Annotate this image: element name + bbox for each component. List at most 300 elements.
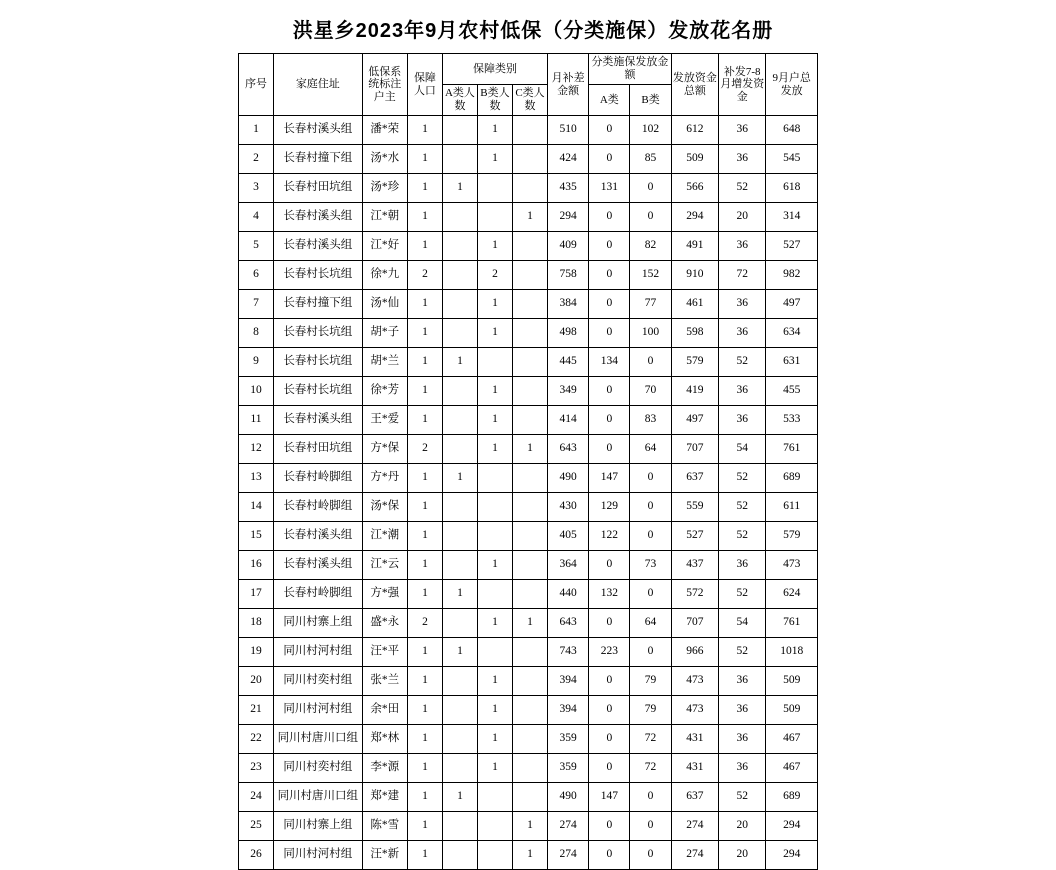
cell-amount-b: 0 bbox=[630, 638, 671, 667]
cell-seq: 2 bbox=[239, 145, 274, 174]
cell-grand-total: 624 bbox=[766, 580, 818, 609]
cell-cat-a bbox=[442, 551, 477, 580]
cell-address: 长春村长坑组 bbox=[274, 348, 363, 377]
cell-cat-a: 1 bbox=[442, 464, 477, 493]
cell-extra-78: 52 bbox=[719, 638, 766, 667]
cell-population: 1 bbox=[407, 667, 442, 696]
cell-cat-c bbox=[512, 377, 547, 406]
cell-amount-a: 0 bbox=[589, 812, 630, 841]
cell-grand-total: 294 bbox=[766, 812, 818, 841]
cell-population: 1 bbox=[407, 145, 442, 174]
cell-total-amount: 491 bbox=[671, 232, 718, 261]
cell-cat-b: 1 bbox=[477, 435, 512, 464]
cell-seq: 21 bbox=[239, 696, 274, 725]
table-row bbox=[239, 696, 818, 725]
cell-total-amount: 637 bbox=[671, 464, 718, 493]
cell-amount-a: 0 bbox=[589, 116, 630, 145]
cell-grand-total: 467 bbox=[766, 754, 818, 783]
cell-cat-a bbox=[442, 319, 477, 348]
cell-extra-78: 36 bbox=[719, 667, 766, 696]
col-header-extra-78: 补发7-8月增发资金 bbox=[719, 54, 766, 116]
cell-total-amount: 637 bbox=[671, 783, 718, 812]
cell-cat-b: 1 bbox=[477, 754, 512, 783]
cell-extra-78: 36 bbox=[719, 754, 766, 783]
cell-grand-total: 631 bbox=[766, 348, 818, 377]
cell-cat-a bbox=[442, 667, 477, 696]
cell-amount-a: 0 bbox=[589, 551, 630, 580]
cell-amount-a: 132 bbox=[589, 580, 630, 609]
cell-cat-b: 1 bbox=[477, 290, 512, 319]
table-row bbox=[239, 348, 818, 377]
cell-address: 同川村寨上组 bbox=[274, 609, 363, 638]
cell-address: 长春村岭脚组 bbox=[274, 580, 363, 609]
cell-cat-a: 1 bbox=[442, 580, 477, 609]
cell-grand-total: 509 bbox=[766, 667, 818, 696]
cell-amount-a: 0 bbox=[589, 261, 630, 290]
table-row bbox=[239, 464, 818, 493]
cell-grand-total: 314 bbox=[766, 203, 818, 232]
cell-cat-c bbox=[512, 522, 547, 551]
cell-cat-a bbox=[442, 696, 477, 725]
cell-amount-a: 0 bbox=[589, 435, 630, 464]
cell-seq: 12 bbox=[239, 435, 274, 464]
cell-address: 长春村溪头组 bbox=[274, 116, 363, 145]
cell-amount-b: 0 bbox=[630, 580, 671, 609]
cell-cat-c: 1 bbox=[512, 812, 547, 841]
cell-month-diff: 359 bbox=[548, 725, 589, 754]
cell-cat-b bbox=[477, 783, 512, 812]
cell-month-diff: 414 bbox=[548, 406, 589, 435]
cell-total-amount: 497 bbox=[671, 406, 718, 435]
cell-host: 胡*子 bbox=[362, 319, 407, 348]
cell-extra-78: 52 bbox=[719, 783, 766, 812]
cell-address: 同川村寨上组 bbox=[274, 812, 363, 841]
table-row bbox=[239, 232, 818, 261]
cell-host: 张*兰 bbox=[362, 667, 407, 696]
cell-month-diff: 424 bbox=[548, 145, 589, 174]
cell-seq: 13 bbox=[239, 464, 274, 493]
cell-amount-b: 100 bbox=[630, 319, 671, 348]
cell-cat-b bbox=[477, 464, 512, 493]
cell-month-diff: 498 bbox=[548, 319, 589, 348]
cell-amount-b: 70 bbox=[630, 377, 671, 406]
cell-total-amount: 274 bbox=[671, 841, 718, 870]
cell-month-diff: 394 bbox=[548, 696, 589, 725]
cell-host: 方*保 bbox=[362, 435, 407, 464]
cell-seq: 15 bbox=[239, 522, 274, 551]
cell-month-diff: 274 bbox=[548, 812, 589, 841]
cell-address: 长春村田坑组 bbox=[274, 435, 363, 464]
cell-host: 潘*荣 bbox=[362, 116, 407, 145]
page-title: 洪星乡2023年9月农村低保（分类施保）发放花名册 bbox=[292, 20, 774, 42]
cell-population: 1 bbox=[407, 116, 442, 145]
cell-population: 1 bbox=[407, 696, 442, 725]
cell-cat-b: 1 bbox=[477, 232, 512, 261]
cell-address: 同川村唐川口组 bbox=[274, 725, 363, 754]
cell-cat-a bbox=[442, 435, 477, 464]
cell-extra-78: 54 bbox=[719, 435, 766, 464]
cell-cat-a bbox=[442, 841, 477, 870]
cell-cat-a bbox=[442, 406, 477, 435]
cell-host: 汤*珍 bbox=[362, 174, 407, 203]
cell-amount-a: 0 bbox=[589, 145, 630, 174]
cell-grand-total: 648 bbox=[766, 116, 818, 145]
cell-month-diff: 294 bbox=[548, 203, 589, 232]
cell-cat-b: 1 bbox=[477, 609, 512, 638]
cell-host: 盛*永 bbox=[362, 609, 407, 638]
cell-cat-c: 1 bbox=[512, 203, 547, 232]
cell-extra-78: 36 bbox=[719, 116, 766, 145]
cell-population: 1 bbox=[407, 319, 442, 348]
cell-cat-b: 1 bbox=[477, 319, 512, 348]
cell-cat-c: 1 bbox=[512, 841, 547, 870]
cell-month-diff: 440 bbox=[548, 580, 589, 609]
cell-amount-b: 0 bbox=[630, 493, 671, 522]
cell-population: 1 bbox=[407, 406, 442, 435]
cell-total-amount: 473 bbox=[671, 667, 718, 696]
cell-grand-total: 497 bbox=[766, 290, 818, 319]
col-header-seq: 序号 bbox=[239, 54, 274, 116]
col-header-total-amount: 发放资金总额 bbox=[671, 54, 718, 116]
cell-cat-a bbox=[442, 232, 477, 261]
cell-grand-total: 761 bbox=[766, 435, 818, 464]
cell-population: 2 bbox=[407, 609, 442, 638]
cell-extra-78: 52 bbox=[719, 174, 766, 203]
cell-amount-a: 0 bbox=[589, 667, 630, 696]
table-row bbox=[239, 319, 818, 348]
table-row bbox=[239, 116, 818, 145]
cell-grand-total: 634 bbox=[766, 319, 818, 348]
table-row bbox=[239, 754, 818, 783]
cell-seq: 10 bbox=[239, 377, 274, 406]
cell-address: 同川村河村组 bbox=[274, 638, 363, 667]
cell-total-amount: 966 bbox=[671, 638, 718, 667]
col-header-cat-c: C类人数 bbox=[512, 85, 547, 116]
cell-grand-total: 467 bbox=[766, 725, 818, 754]
cell-grand-total: 618 bbox=[766, 174, 818, 203]
cell-cat-c bbox=[512, 754, 547, 783]
cell-amount-a: 147 bbox=[589, 783, 630, 812]
cell-extra-78: 54 bbox=[719, 609, 766, 638]
cell-cat-c bbox=[512, 406, 547, 435]
cell-month-diff: 409 bbox=[548, 232, 589, 261]
cell-cat-a bbox=[442, 290, 477, 319]
cell-extra-78: 20 bbox=[719, 203, 766, 232]
cell-amount-b: 0 bbox=[630, 812, 671, 841]
cell-address: 同川村唐川口组 bbox=[274, 783, 363, 812]
cell-seq: 3 bbox=[239, 174, 274, 203]
cell-population: 1 bbox=[407, 783, 442, 812]
cell-cat-a bbox=[442, 754, 477, 783]
cell-host: 江*潮 bbox=[362, 522, 407, 551]
cell-cat-c: 1 bbox=[512, 609, 547, 638]
cell-population: 1 bbox=[407, 725, 442, 754]
cell-extra-78: 52 bbox=[719, 348, 766, 377]
cell-amount-b: 102 bbox=[630, 116, 671, 145]
cell-total-amount: 910 bbox=[671, 261, 718, 290]
cell-cat-b bbox=[477, 203, 512, 232]
cell-month-diff: 359 bbox=[548, 754, 589, 783]
cell-amount-b: 72 bbox=[630, 754, 671, 783]
table-row bbox=[239, 725, 818, 754]
table-row bbox=[239, 841, 818, 870]
cell-cat-a bbox=[442, 261, 477, 290]
cell-host: 李*源 bbox=[362, 754, 407, 783]
cell-seq: 11 bbox=[239, 406, 274, 435]
cell-grand-total: 473 bbox=[766, 551, 818, 580]
cell-host: 汤*保 bbox=[362, 493, 407, 522]
cell-cat-a: 1 bbox=[442, 783, 477, 812]
cell-amount-a: 0 bbox=[589, 841, 630, 870]
cell-cat-a bbox=[442, 522, 477, 551]
cell-extra-78: 52 bbox=[719, 522, 766, 551]
cell-amount-a: 0 bbox=[589, 406, 630, 435]
cell-seq: 20 bbox=[239, 667, 274, 696]
cell-host: 江*好 bbox=[362, 232, 407, 261]
cell-address: 长春村长坑组 bbox=[274, 261, 363, 290]
cell-grand-total: 455 bbox=[766, 377, 818, 406]
table-row bbox=[239, 522, 818, 551]
cell-cat-a bbox=[442, 116, 477, 145]
cell-cat-c bbox=[512, 261, 547, 290]
cell-grand-total: 689 bbox=[766, 464, 818, 493]
cell-host: 徐*九 bbox=[362, 261, 407, 290]
cell-total-amount: 559 bbox=[671, 493, 718, 522]
cell-cat-b bbox=[477, 580, 512, 609]
cell-seq: 7 bbox=[239, 290, 274, 319]
cell-host: 汤*水 bbox=[362, 145, 407, 174]
cell-population: 2 bbox=[407, 435, 442, 464]
cell-cat-c bbox=[512, 145, 547, 174]
cell-host: 郑*林 bbox=[362, 725, 407, 754]
cell-cat-c bbox=[512, 464, 547, 493]
cell-host: 方*强 bbox=[362, 580, 407, 609]
col-header-classified-group: 分类施保发放金额 bbox=[589, 54, 671, 85]
cell-total-amount: 707 bbox=[671, 435, 718, 464]
cell-cat-c bbox=[512, 667, 547, 696]
table-row bbox=[239, 406, 818, 435]
cell-cat-b bbox=[477, 638, 512, 667]
cell-extra-78: 36 bbox=[719, 232, 766, 261]
table-row bbox=[239, 609, 818, 638]
cell-cat-c bbox=[512, 580, 547, 609]
cell-address: 同川村奕村组 bbox=[274, 667, 363, 696]
cell-grand-total: 1018 bbox=[766, 638, 818, 667]
cell-grand-total: 579 bbox=[766, 522, 818, 551]
table-row bbox=[239, 493, 818, 522]
cell-population: 1 bbox=[407, 841, 442, 870]
cell-extra-78: 72 bbox=[719, 261, 766, 290]
cell-month-diff: 643 bbox=[548, 609, 589, 638]
cell-extra-78: 52 bbox=[719, 493, 766, 522]
cell-amount-b: 82 bbox=[630, 232, 671, 261]
cell-total-amount: 579 bbox=[671, 348, 718, 377]
cell-population: 1 bbox=[407, 174, 442, 203]
cell-address: 同川村河村组 bbox=[274, 841, 363, 870]
cell-cat-c bbox=[512, 783, 547, 812]
table-row bbox=[239, 174, 818, 203]
col-header-amount-a: A类 bbox=[589, 85, 630, 116]
cell-extra-78: 36 bbox=[719, 551, 766, 580]
cell-extra-78: 36 bbox=[719, 145, 766, 174]
cell-population: 1 bbox=[407, 203, 442, 232]
cell-month-diff: 405 bbox=[548, 522, 589, 551]
table-header bbox=[239, 54, 818, 116]
cell-seq: 17 bbox=[239, 580, 274, 609]
cell-total-amount: 419 bbox=[671, 377, 718, 406]
cell-cat-a bbox=[442, 377, 477, 406]
cell-cat-c bbox=[512, 348, 547, 377]
col-header-cat-b: B类人数 bbox=[477, 85, 512, 116]
cell-amount-a: 0 bbox=[589, 725, 630, 754]
cell-address: 长春村田坑组 bbox=[274, 174, 363, 203]
cell-population: 1 bbox=[407, 348, 442, 377]
cell-seq: 19 bbox=[239, 638, 274, 667]
cell-address: 同川村河村组 bbox=[274, 696, 363, 725]
cell-total-amount: 431 bbox=[671, 754, 718, 783]
cell-address: 长春村溪头组 bbox=[274, 203, 363, 232]
cell-address: 长春村长坑组 bbox=[274, 319, 363, 348]
cell-population: 1 bbox=[407, 522, 442, 551]
cell-cat-a: 1 bbox=[442, 348, 477, 377]
cell-grand-total: 982 bbox=[766, 261, 818, 290]
cell-seq: 9 bbox=[239, 348, 274, 377]
cell-seq: 4 bbox=[239, 203, 274, 232]
cell-cat-a bbox=[442, 609, 477, 638]
col-header-category-group: 保障类别 bbox=[442, 54, 547, 85]
cell-grand-total: 294 bbox=[766, 841, 818, 870]
cell-month-diff: 643 bbox=[548, 435, 589, 464]
cell-cat-b: 1 bbox=[477, 696, 512, 725]
cell-address: 长春村撞下组 bbox=[274, 145, 363, 174]
cell-amount-b: 0 bbox=[630, 783, 671, 812]
cell-address: 长春村溪头组 bbox=[274, 522, 363, 551]
cell-month-diff: 435 bbox=[548, 174, 589, 203]
cell-seq: 22 bbox=[239, 725, 274, 754]
cell-total-amount: 473 bbox=[671, 696, 718, 725]
cell-month-diff: 430 bbox=[548, 493, 589, 522]
cell-extra-78: 36 bbox=[719, 406, 766, 435]
cell-address: 长春村长坑组 bbox=[274, 377, 363, 406]
cell-cat-c bbox=[512, 551, 547, 580]
cell-cat-c bbox=[512, 493, 547, 522]
cell-extra-78: 36 bbox=[719, 319, 766, 348]
cell-total-amount: 707 bbox=[671, 609, 718, 638]
cell-extra-78: 36 bbox=[719, 290, 766, 319]
cell-amount-a: 0 bbox=[589, 754, 630, 783]
cell-month-diff: 758 bbox=[548, 261, 589, 290]
cell-amount-a: 0 bbox=[589, 696, 630, 725]
col-header-host: 低保系统标注户主 bbox=[362, 54, 407, 116]
cell-grand-total: 611 bbox=[766, 493, 818, 522]
cell-amount-a: 0 bbox=[589, 290, 630, 319]
cell-cat-c: 1 bbox=[512, 435, 547, 464]
cell-month-diff: 364 bbox=[548, 551, 589, 580]
cell-total-amount: 527 bbox=[671, 522, 718, 551]
cell-month-diff: 394 bbox=[548, 667, 589, 696]
col-header-population: 保障人口 bbox=[407, 54, 442, 116]
table-row bbox=[239, 261, 818, 290]
cell-host: 胡*兰 bbox=[362, 348, 407, 377]
cell-amount-b: 77 bbox=[630, 290, 671, 319]
cell-address: 长春村岭脚组 bbox=[274, 464, 363, 493]
cell-total-amount: 437 bbox=[671, 551, 718, 580]
cell-host: 方*丹 bbox=[362, 464, 407, 493]
table-row bbox=[239, 783, 818, 812]
cell-extra-78: 52 bbox=[719, 580, 766, 609]
table-row bbox=[239, 435, 818, 464]
cell-cat-a bbox=[442, 145, 477, 174]
cell-amount-a: 0 bbox=[589, 377, 630, 406]
cell-cat-b: 1 bbox=[477, 116, 512, 145]
cell-amount-b: 72 bbox=[630, 725, 671, 754]
col-header-month-diff: 月补差金额 bbox=[548, 54, 589, 116]
cell-total-amount: 598 bbox=[671, 319, 718, 348]
cell-cat-b: 1 bbox=[477, 667, 512, 696]
cell-seq: 16 bbox=[239, 551, 274, 580]
cell-cat-b: 1 bbox=[477, 725, 512, 754]
col-header-grand-total: 9月户总发放 bbox=[766, 54, 818, 116]
cell-month-diff: 445 bbox=[548, 348, 589, 377]
cell-amount-a: 147 bbox=[589, 464, 630, 493]
cell-seq: 1 bbox=[239, 116, 274, 145]
cell-cat-b bbox=[477, 174, 512, 203]
cell-seq: 18 bbox=[239, 609, 274, 638]
cell-cat-b bbox=[477, 522, 512, 551]
cell-month-diff: 743 bbox=[548, 638, 589, 667]
cell-cat-a: 1 bbox=[442, 638, 477, 667]
col-header-address: 家庭住址 bbox=[274, 54, 363, 116]
cell-amount-b: 79 bbox=[630, 667, 671, 696]
cell-amount-b: 0 bbox=[630, 522, 671, 551]
cell-host: 陈*雪 bbox=[362, 812, 407, 841]
cell-amount-b: 73 bbox=[630, 551, 671, 580]
cell-extra-78: 20 bbox=[719, 812, 766, 841]
cell-amount-a: 0 bbox=[589, 203, 630, 232]
cell-population: 2 bbox=[407, 261, 442, 290]
cell-month-diff: 490 bbox=[548, 783, 589, 812]
table-row bbox=[239, 580, 818, 609]
cell-cat-a bbox=[442, 203, 477, 232]
cell-amount-b: 79 bbox=[630, 696, 671, 725]
cell-cat-b bbox=[477, 493, 512, 522]
cell-cat-c bbox=[512, 232, 547, 261]
cell-grand-total: 527 bbox=[766, 232, 818, 261]
cell-total-amount: 509 bbox=[671, 145, 718, 174]
cell-host: 余*田 bbox=[362, 696, 407, 725]
cell-amount-b: 0 bbox=[630, 464, 671, 493]
cell-amount-b: 0 bbox=[630, 203, 671, 232]
cell-seq: 23 bbox=[239, 754, 274, 783]
cell-grand-total: 545 bbox=[766, 145, 818, 174]
cell-amount-a: 131 bbox=[589, 174, 630, 203]
cell-population: 1 bbox=[407, 754, 442, 783]
cell-amount-b: 64 bbox=[630, 435, 671, 464]
cell-amount-b: 0 bbox=[630, 348, 671, 377]
table-row bbox=[239, 667, 818, 696]
cell-month-diff: 274 bbox=[548, 841, 589, 870]
cell-population: 1 bbox=[407, 638, 442, 667]
cell-total-amount: 294 bbox=[671, 203, 718, 232]
cell-host: 江*朝 bbox=[362, 203, 407, 232]
cell-extra-78: 36 bbox=[719, 377, 766, 406]
cell-amount-a: 122 bbox=[589, 522, 630, 551]
cell-host: 汪*平 bbox=[362, 638, 407, 667]
cell-population: 1 bbox=[407, 377, 442, 406]
cell-grand-total: 689 bbox=[766, 783, 818, 812]
cell-population: 1 bbox=[407, 232, 442, 261]
cell-population: 1 bbox=[407, 464, 442, 493]
